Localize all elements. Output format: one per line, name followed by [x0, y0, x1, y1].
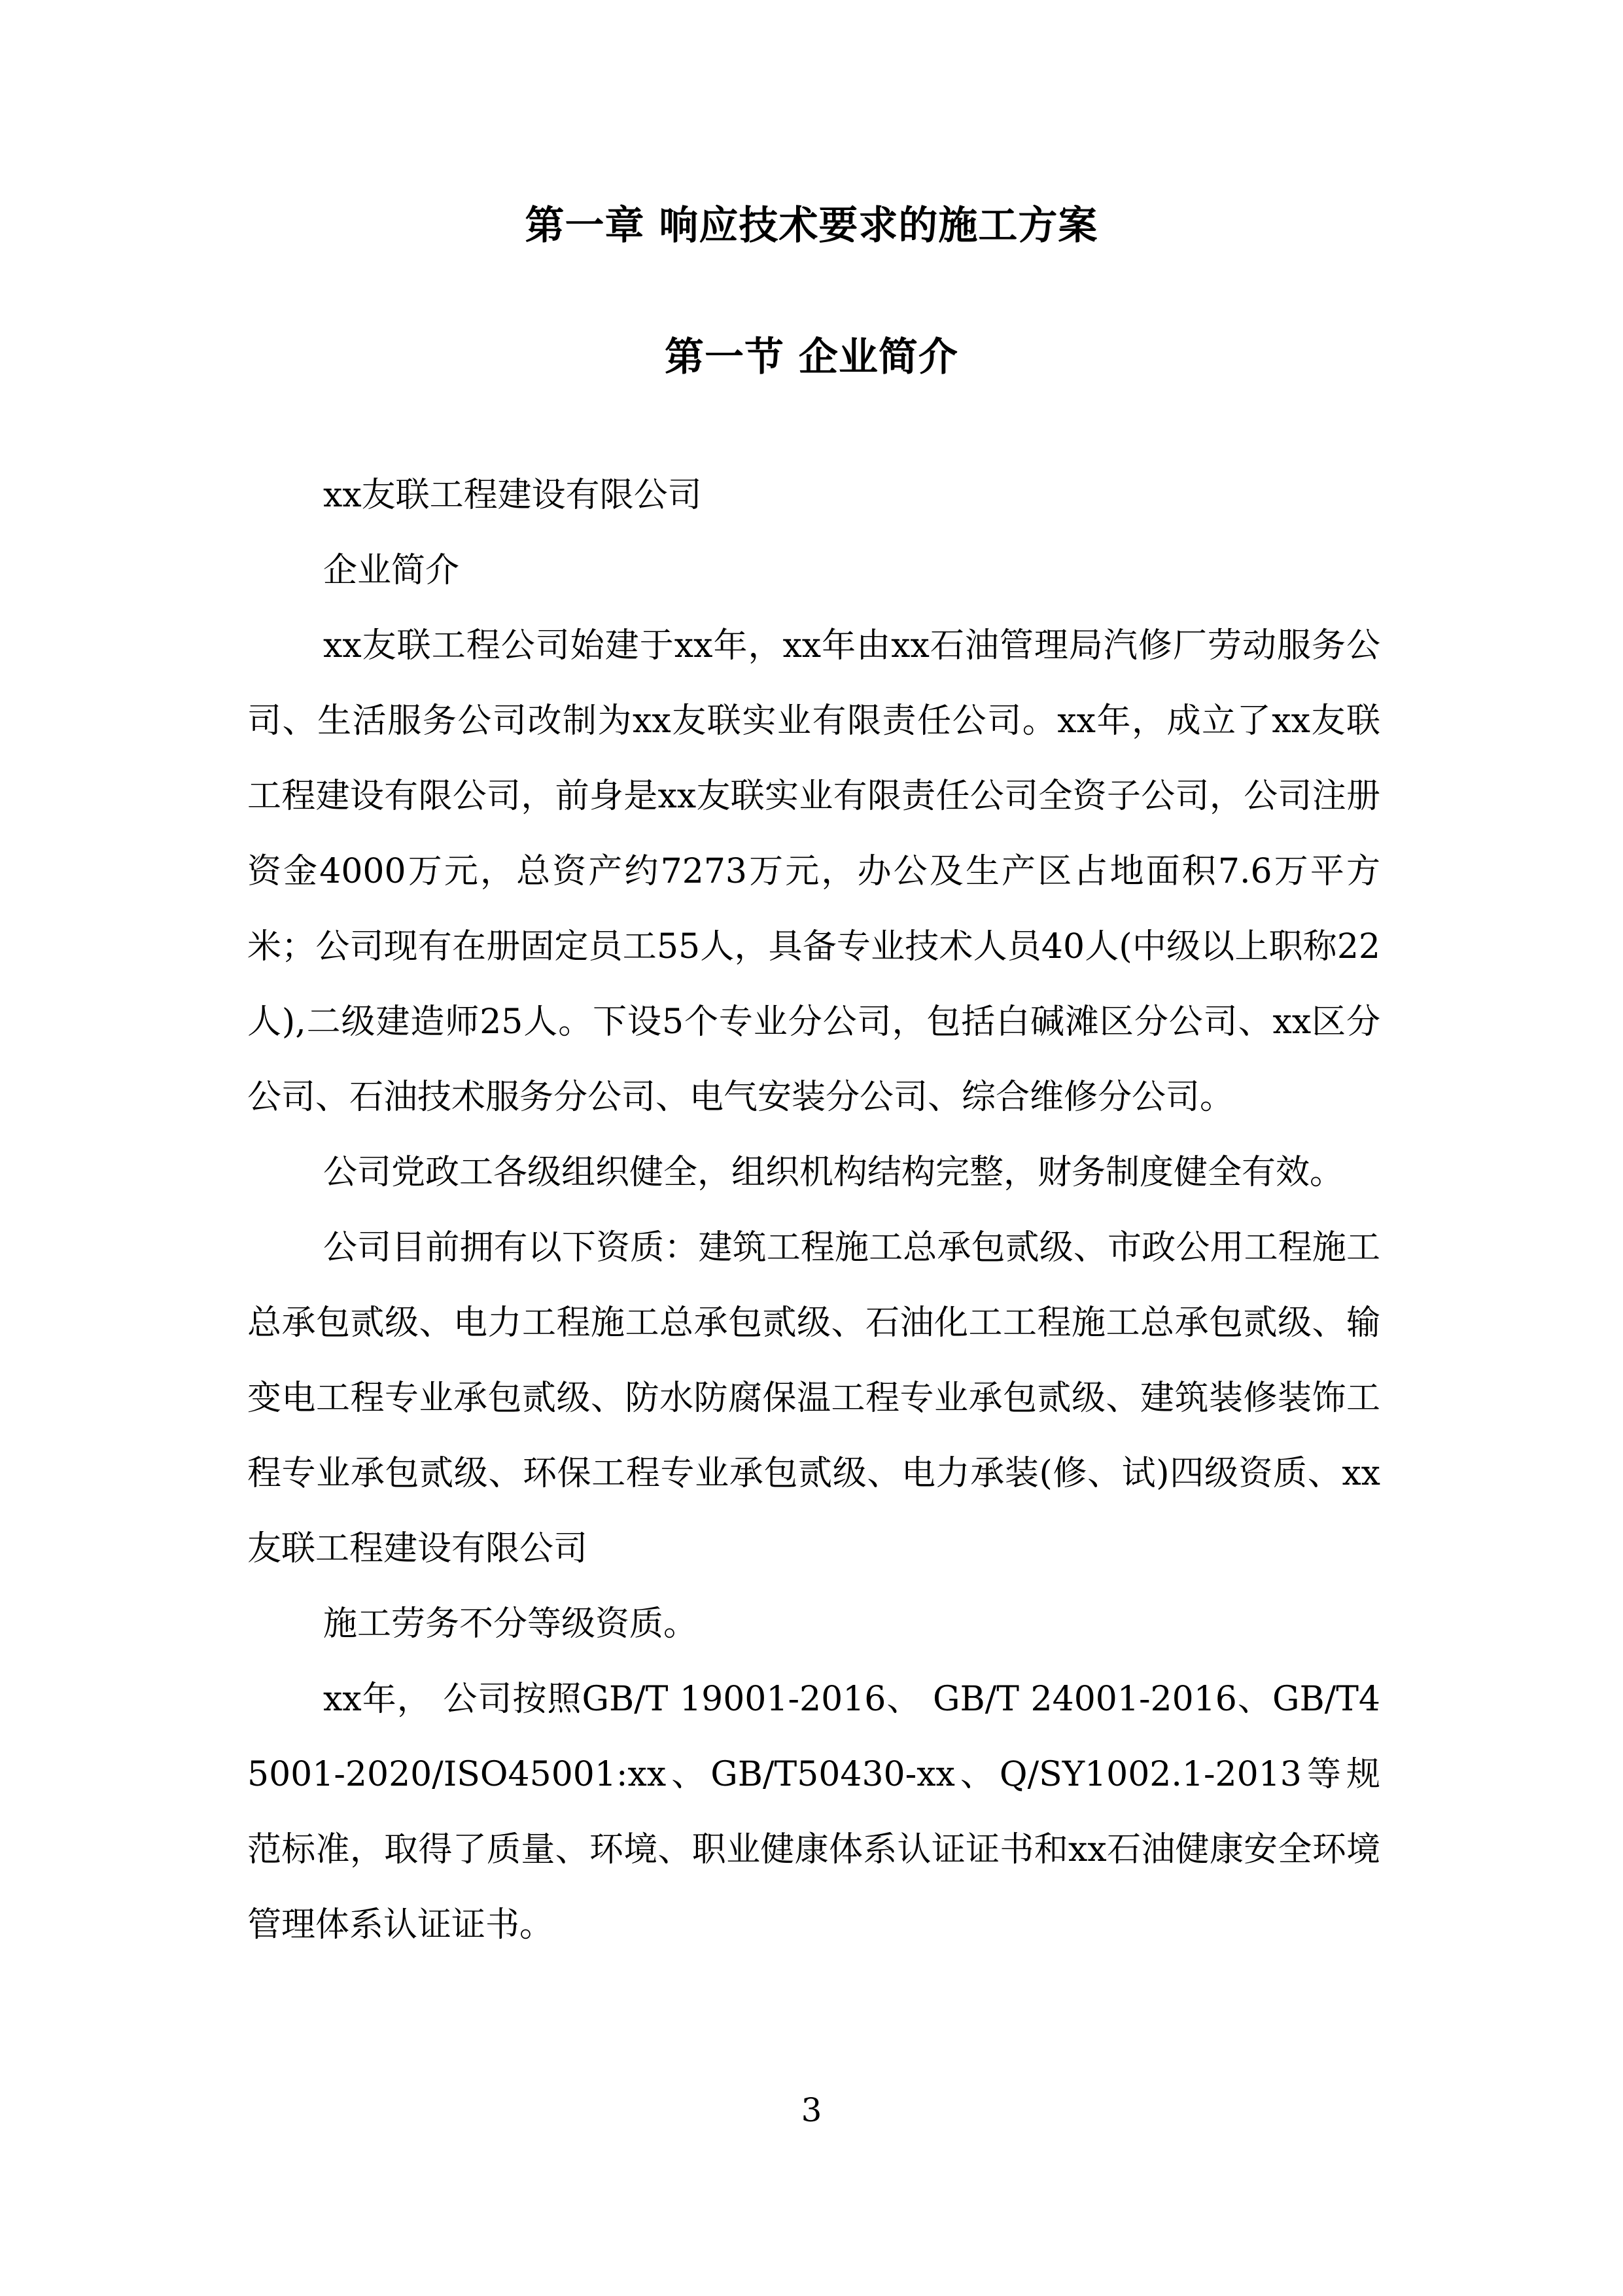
paragraph-certification: xx年， 公司按照GB/T 19001-2016、 GB/T 24001-2016、GB/T45001-2020/ISO45001:xx、GB/T50430-xx、Q/SY1002.1-2013等规范标准，取得了质量、环境、职业健康体系认证证书和xx石油健康安全环境管理体系认证证书。 — [247, 1680, 1380, 1945]
page-number: 3 — [801, 2091, 822, 2129]
paragraph-organization: 公司党政工各级组织健全，组织机构结构完整，财务制度健全有效。 — [323, 1153, 1344, 1192]
paragraph-labor-qualification: 施工劳务不分等级资质。 — [323, 1604, 698, 1644]
chapter-title: 第一章 响应技术要求的施工方案 — [525, 203, 1098, 249]
paragraph-qualifications: 公司目前拥有以下资质：建筑工程施工总承包贰级、市政公用工程施工总承包贰级、电力工程施工总承包贰级、石油化工工程施工总承包贰级、输变电工程专业承包贰级、防水防腐保温工程专业承包贰级、建筑装修装饰工程专业承包贰级、环保工程专业承包贰级、电力承装(修、试)四级资质、xx友联工程建设有限公司 — [247, 1228, 1380, 1568]
paragraph-history: xx友联工程公司始建于xx年，xx年由xx石油管理局汽修厂劳动服务公司、生活服务公司改制为xx友联实业有限责任公司。xx年，成立了xx友联工程建设有限公司，前身是xx友联实业有限责任公司全资子公司，公司注册资金4000万元，总资产约7273万元，办公及生产区占地面积7.6万平方米；公司现有在册固定员工55人，具备专业技术人员40人(中级以上职称22人),二级建造师25人。下设5个专业分公司，包括白碱滩区分公司、xx区分公司、石油技术服务分公司、电气安装分公司、综合维修分公司。 — [247, 626, 1380, 1117]
company-name-line: xx友联工程建设有限公司 — [323, 476, 702, 515]
subheading-line: 企业简介 — [323, 551, 460, 590]
body-text — [247, 458, 1380, 1963]
section-title: 第一节 企业简介 — [665, 334, 958, 380]
